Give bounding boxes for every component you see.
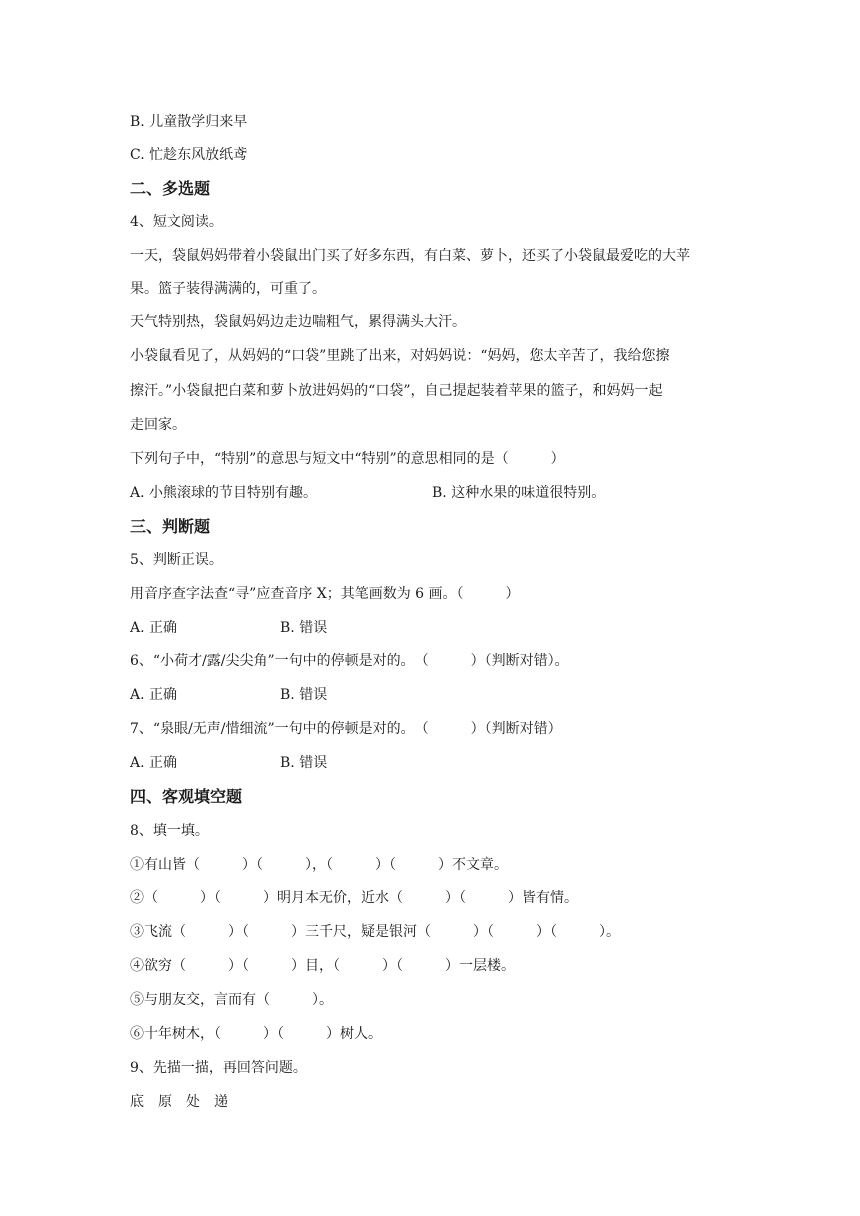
- q6-option-b[interactable]: B. 错误: [280, 687, 328, 703]
- section-heading-fill-blank: 四、客观填空题: [130, 787, 243, 806]
- q4-passage-line: 小袋鼠看见了，从妈妈的“口袋”里跳了出来，对妈妈说：“妈妈，您太辛苦了，我给您擦: [130, 348, 670, 364]
- q4-passage-line: 天气特别热，袋鼠妈妈边走边喘粗气，累得满头大汗。: [130, 314, 466, 330]
- q5-option-a[interactable]: A. 正确: [130, 620, 178, 636]
- q8-item-2[interactable]: ②（ ）（ ）明月本无价，近水（ ）（ ）皆有情。: [130, 890, 578, 906]
- q6-option-a[interactable]: A. 正确: [130, 687, 178, 703]
- q7-question: 7、“泉眼/无声/惜细流”一句中的停顿是对的。 （ ）（判断对错）: [130, 721, 562, 737]
- q8-item-1[interactable]: ①有山皆（ ）（ ），（ ）（ ）不文章。: [130, 857, 508, 873]
- q4-passage-line: 走回家。: [130, 417, 186, 433]
- section-heading-judgment: 三、判断题: [130, 517, 211, 536]
- section-heading-multi-choice: 二、多选题: [130, 179, 211, 198]
- q4-option-a[interactable]: A. 小熊滚球的节目特别有趣。: [130, 485, 318, 501]
- q8-stem: 8、填一填。: [130, 823, 209, 839]
- q9-trace-characters: 底 原 处 递: [130, 1094, 228, 1110]
- q7-option-a[interactable]: A. 正确: [130, 755, 178, 771]
- q7-option-b[interactable]: B. 错误: [280, 755, 328, 771]
- q4-stem: 4、短文阅读。: [130, 214, 223, 230]
- q8-item-3[interactable]: ③飞流（ ）（ ）三千尺，疑是银河（ ）（ ）（ ）。: [130, 924, 620, 940]
- q3-option-b[interactable]: B. 儿童散学归来早: [130, 114, 248, 130]
- q8-item-4[interactable]: ④欲穷（ ）（ ）目，（ ）（ ）一层楼。: [130, 958, 515, 974]
- q4-passage-line: 果。篮子装得满满的，可重了。: [130, 281, 326, 297]
- q4-passage-line: 擦汗。”小袋鼠把白菜和萝卜放进妈妈的“口袋”，自己提起装着苹果的篮子，和妈妈一起: [130, 383, 663, 399]
- q4-passage-line: 一天，袋鼠妈妈带着小袋鼠出门买了好多东西，有白菜、萝卜，还买了小袋鼠最爱吃的大苹: [130, 248, 690, 264]
- q3-option-c[interactable]: C. 忙趁东风放纸鸢: [130, 147, 248, 163]
- q5-stem: 5、判断正误。: [130, 552, 223, 568]
- q4-question: 下列句子中，“特别”的意思与短文中“特别”的意思相同的是（ ）: [130, 451, 565, 467]
- q4-option-b[interactable]: B. 这种水果的味道很特别。: [432, 485, 606, 501]
- q9-stem: 9、先描一描，再回答问题。: [130, 1060, 307, 1076]
- q8-item-6[interactable]: ⑥十年树木，（ ）（ ）树人。: [130, 1026, 382, 1042]
- q5-option-b[interactable]: B. 错误: [280, 620, 328, 636]
- q5-question: 用音序查字法查“寻”应查音序 X；其笔画数为 6 画。（ ）: [130, 586, 520, 602]
- q6-question: 6、“小荷才/露/尖尖角”一句中的停顿是对的。 （ ）（判断对错）。: [130, 653, 569, 669]
- q8-item-5[interactable]: ⑤与朋友交，言而有（ ）。: [130, 992, 333, 1008]
